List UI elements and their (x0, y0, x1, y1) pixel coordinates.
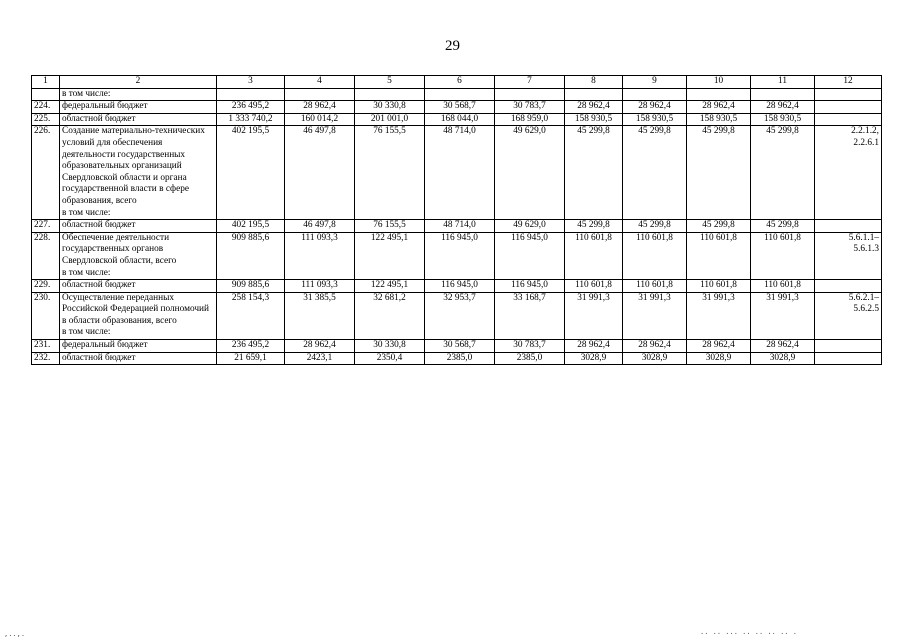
value-cell: 45 299,8 (687, 126, 751, 220)
budget-table (31, 75, 882, 365)
scan-artifact: ,..,. (4, 630, 26, 638)
value-cell: 31 991,3 (565, 292, 623, 339)
row-reference (815, 113, 882, 126)
value-cell: 28 962,4 (285, 101, 355, 114)
value-cell: 21 659,1 (217, 352, 285, 365)
value-cell: 110 601,8 (751, 232, 815, 279)
table-row (32, 340, 882, 353)
row-number: 230. (32, 292, 60, 339)
value-cell: 31 991,3 (687, 292, 751, 339)
table-row (32, 232, 882, 279)
row-label: областной бюджет (60, 113, 217, 126)
value-cell: 909 885,6 (217, 232, 285, 279)
value-cell: 28 962,4 (687, 340, 751, 353)
value-cell: 31 385,5 (285, 292, 355, 339)
value-cell: 168 959,0 (495, 113, 565, 126)
row-number (32, 88, 60, 101)
value-cell: 158 930,5 (751, 113, 815, 126)
column-header: 10 (687, 76, 751, 89)
value-cell: 110 601,8 (623, 232, 687, 279)
column-header: 11 (751, 76, 815, 89)
table-row (32, 101, 882, 114)
value-cell: 2350,4 (355, 352, 425, 365)
row-reference (815, 220, 882, 233)
row-number: 229. (32, 280, 60, 293)
value-cell: 236 495,2 (217, 340, 285, 353)
value-cell: 45 299,8 (623, 220, 687, 233)
value-cell: 30 330,8 (355, 340, 425, 353)
row-reference: 2.2.1.2, 2.2.6.1 (815, 126, 882, 220)
value-cell: 28 962,4 (565, 340, 623, 353)
value-cell: 111 093,3 (285, 232, 355, 279)
value-cell: 3028,9 (565, 352, 623, 365)
value-cell: 28 962,4 (623, 101, 687, 114)
value-cell: 30 568,7 (425, 101, 495, 114)
value-cell: 31 991,3 (623, 292, 687, 339)
value-cell (687, 88, 751, 101)
value-cell: 45 299,8 (565, 220, 623, 233)
value-cell: 110 601,8 (687, 232, 751, 279)
table-row (32, 352, 882, 365)
table-body (32, 76, 882, 365)
value-cell: 122 495,1 (355, 232, 425, 279)
table-row (32, 292, 882, 339)
table-row (32, 88, 882, 101)
value-cell: 122 495,1 (355, 280, 425, 293)
value-cell: 116 945,0 (425, 232, 495, 279)
value-cell: 2385,0 (425, 352, 495, 365)
value-cell: 1 333 740,2 (217, 113, 285, 126)
value-cell: 45 299,8 (751, 220, 815, 233)
row-label: областной бюджет (60, 280, 217, 293)
value-cell: 116 945,0 (495, 232, 565, 279)
value-cell: 49 629,0 (495, 126, 565, 220)
value-cell: 45 299,8 (623, 126, 687, 220)
value-cell: 48 714,0 (425, 220, 495, 233)
value-cell: 32 681,2 (355, 292, 425, 339)
value-cell: 3028,9 (623, 352, 687, 365)
value-cell: 402 195,5 (217, 126, 285, 220)
value-cell: 158 930,5 (623, 113, 687, 126)
value-cell: 30 783,7 (495, 101, 565, 114)
table-header-row (32, 76, 882, 89)
row-reference: 5.6.2.1– 5.6.2.5 (815, 292, 882, 339)
value-cell: 2423,1 (285, 352, 355, 365)
column-header: 9 (623, 76, 687, 89)
row-number: 232. (32, 352, 60, 365)
row-number: 224. (32, 101, 60, 114)
value-cell (623, 88, 687, 101)
value-cell: 110 601,8 (565, 280, 623, 293)
row-label: Обеспечение деятельности государственных органов Свердловской области, всего в том числе: (60, 232, 217, 279)
value-cell (495, 88, 565, 101)
value-cell: 28 962,4 (623, 340, 687, 353)
row-reference (815, 280, 882, 293)
table-row (32, 126, 882, 220)
value-cell (425, 88, 495, 101)
value-cell: 116 945,0 (425, 280, 495, 293)
row-label: в том числе: (60, 88, 217, 101)
page-number: 29 (445, 38, 460, 54)
value-cell: 33 168,7 (495, 292, 565, 339)
value-cell: 116 945,0 (495, 280, 565, 293)
row-number: 231. (32, 340, 60, 353)
row-reference (815, 88, 882, 101)
value-cell: 31 991,3 (751, 292, 815, 339)
value-cell: 76 155,5 (355, 220, 425, 233)
value-cell: 110 601,8 (687, 280, 751, 293)
value-cell: 258 154,3 (217, 292, 285, 339)
row-label: федеральный бюджет (60, 340, 217, 353)
row-number: 226. (32, 126, 60, 220)
value-cell: 158 930,5 (565, 113, 623, 126)
value-cell: 110 601,8 (751, 280, 815, 293)
row-label: федеральный бюджет (60, 101, 217, 114)
row-number: 225. (32, 113, 60, 126)
value-cell: 110 601,8 (623, 280, 687, 293)
scan-artifact: ·· ·· ··· ·· ·· ·· ·· · (700, 630, 797, 638)
table-row (32, 280, 882, 293)
row-label: Осуществление переданных Российской Федерацией полномочий в области образования, всего в том числе: (60, 292, 217, 339)
value-cell: 402 195,5 (217, 220, 285, 233)
column-header: 4 (285, 76, 355, 89)
value-cell: 49 629,0 (495, 220, 565, 233)
value-cell: 32 953,7 (425, 292, 495, 339)
value-cell: 30 330,8 (355, 101, 425, 114)
value-cell: 28 962,4 (751, 101, 815, 114)
row-number: 228. (32, 232, 60, 279)
value-cell: 45 299,8 (565, 126, 623, 220)
column-header: 6 (425, 76, 495, 89)
value-cell: 28 962,4 (285, 340, 355, 353)
value-cell: 160 014,2 (285, 113, 355, 126)
value-cell (217, 88, 285, 101)
value-cell: 45 299,8 (687, 220, 751, 233)
value-cell: 236 495,2 (217, 101, 285, 114)
value-cell: 3028,9 (687, 352, 751, 365)
column-header: 5 (355, 76, 425, 89)
value-cell (751, 88, 815, 101)
column-header: 12 (815, 76, 882, 89)
value-cell: 28 962,4 (565, 101, 623, 114)
row-reference: 5.6.1.1– 5.6.1.3 (815, 232, 882, 279)
value-cell: 2385,0 (495, 352, 565, 365)
row-label: областной бюджет (60, 352, 217, 365)
value-cell: 46 497,8 (285, 220, 355, 233)
row-label: областной бюджет (60, 220, 217, 233)
column-header: 1 (32, 76, 60, 89)
value-cell: 30 783,7 (495, 340, 565, 353)
value-cell: 3028,9 (751, 352, 815, 365)
table-row (32, 113, 882, 126)
row-number: 227. (32, 220, 60, 233)
column-header: 3 (217, 76, 285, 89)
value-cell (355, 88, 425, 101)
value-cell: 46 497,8 (285, 126, 355, 220)
value-cell (285, 88, 355, 101)
value-cell: 909 885,6 (217, 280, 285, 293)
value-cell: 158 930,5 (687, 113, 751, 126)
column-header: 7 (495, 76, 565, 89)
column-header: 2 (60, 76, 217, 89)
value-cell: 168 044,0 (425, 113, 495, 126)
value-cell: 30 568,7 (425, 340, 495, 353)
value-cell (565, 88, 623, 101)
value-cell: 48 714,0 (425, 126, 495, 220)
row-reference (815, 340, 882, 353)
row-label: Создание материально-технических условий для обеспечения деятельности государственных образовательных организаций Свердловской области и органа государственной власти в сфере образования, всего в том числе: (60, 126, 217, 220)
row-reference (815, 101, 882, 114)
value-cell: 45 299,8 (751, 126, 815, 220)
value-cell: 111 093,3 (285, 280, 355, 293)
value-cell: 28 962,4 (687, 101, 751, 114)
value-cell: 201 001,0 (355, 113, 425, 126)
value-cell: 76 155,5 (355, 126, 425, 220)
column-header: 8 (565, 76, 623, 89)
table-row (32, 220, 882, 233)
row-reference (815, 352, 882, 365)
value-cell: 28 962,4 (751, 340, 815, 353)
value-cell: 110 601,8 (565, 232, 623, 279)
